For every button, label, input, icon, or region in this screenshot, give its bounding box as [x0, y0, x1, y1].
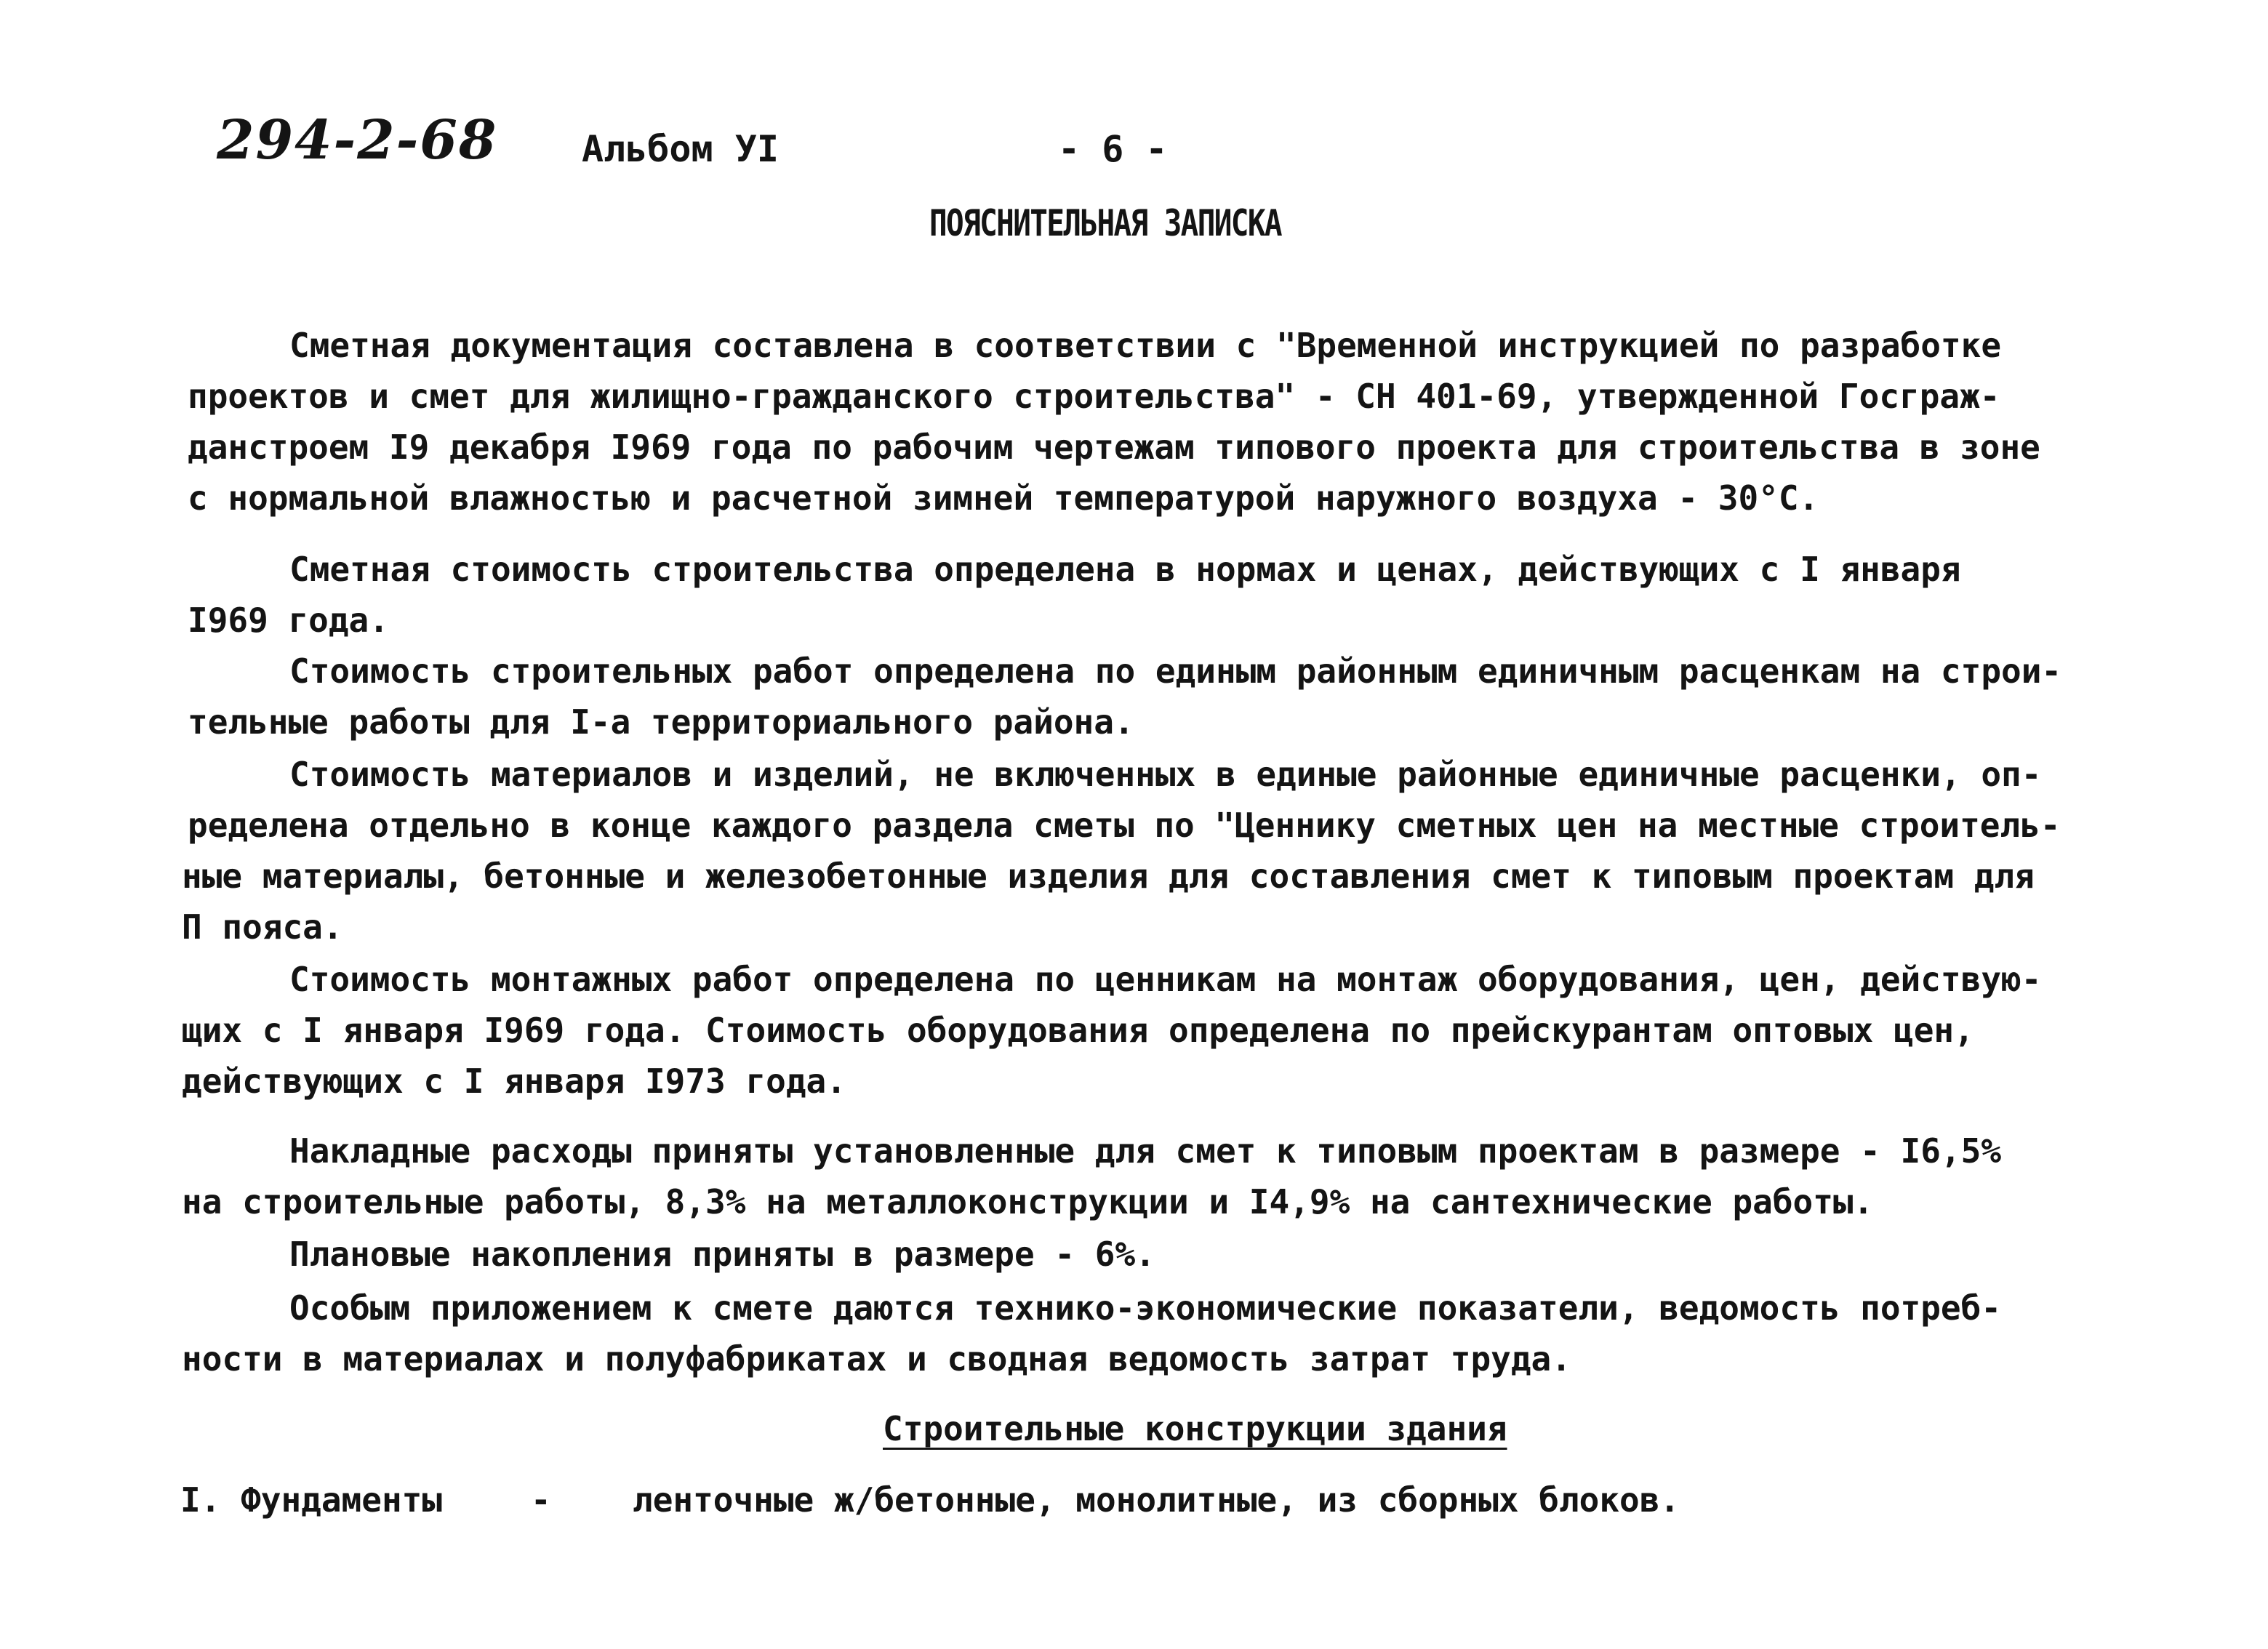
paragraph-line: Плановые накопления приняты в размере - 6%. [289, 1235, 1155, 1274]
paragraph-line: проектов и смет для жилищно-гражданского строительства" - СН 401-69, утвержденной Госграж- [188, 377, 2000, 416]
page-title: ПОЯСНИТЕЛЬНАЯ ЗАПИСКА [929, 202, 1281, 244]
paragraph-line: ные материалы, бетонные и железобетонные изделия для составления смет к типовым проектам для [182, 856, 2035, 896]
paragraph-line: на строительные работы, 8,3% на металлоконструкции и I4,9% на сантехнические работы. [182, 1182, 1874, 1221]
paragraph-line: I969 года. [188, 601, 389, 640]
paragraph-line: Особым приложением к смете даются технико-экономические показатели, ведомость потреб- [289, 1288, 2002, 1328]
album-label: Альбом УI [582, 128, 779, 170]
paragraph-line: Стоимость материалов и изделий, не включенных в единые районные единичные расценки, оп- [289, 755, 2042, 794]
paragraph-line: щих с I января I969 года. Стоимость оборудования определена по прейскурантам оптовых цен, [182, 1011, 1974, 1050]
paragraph-line: действующих с I января I973 года. [182, 1062, 846, 1101]
paragraph-line: Сметная документация составлена в соответствии с "Временной инструкцией по разработке [289, 326, 2002, 365]
page-number: - 6 - [1058, 128, 1168, 170]
foundation-description: ленточные ж/бетонные, монолитные, из сборных блоков. [633, 1480, 1680, 1520]
paragraph-line: П пояса. [182, 907, 343, 947]
document-code: 294-2-68 [217, 109, 498, 172]
paragraph-line: ности в материалах и полуфабрикатах и сводная ведомость затрат труда. [182, 1339, 1571, 1379]
foundation-dash: - [531, 1480, 551, 1520]
paragraph-line: данстроем I9 декабря I969 года по рабочим чертежам типового проекта для строительства в зоне [188, 428, 2040, 467]
foundation-label: I. Фундаменты [180, 1480, 443, 1520]
paragraph-line: ределена отдельно в конце каждого раздела сметы по "Ценнику сметных цен на местные строитель- [188, 806, 2061, 845]
paragraph-line: Накладные расходы приняты установленные для смет к типовым проектам в размере - I6,5% [289, 1131, 2002, 1171]
paragraph-line: Сметная стоимость строительства определена в нормах и ценах, действующих с I января [289, 550, 1961, 589]
paragraph-line: Стоимость монтажных работ определена по ценникам на монтаж оборудования, цен, действую- [289, 960, 2042, 999]
paragraph-line: Стоимость строительных работ определена по единым районным единичным расценкам на строи- [289, 651, 2062, 691]
section-heading: Строительные конструкции здания [883, 1409, 1507, 1448]
paragraph-line: тельные работы для I-а территориального района. [188, 702, 1134, 742]
paragraph-line: с нормальной влажностью и расчетной зимней температурой наружного воздуха - 30°С. [188, 478, 1819, 518]
